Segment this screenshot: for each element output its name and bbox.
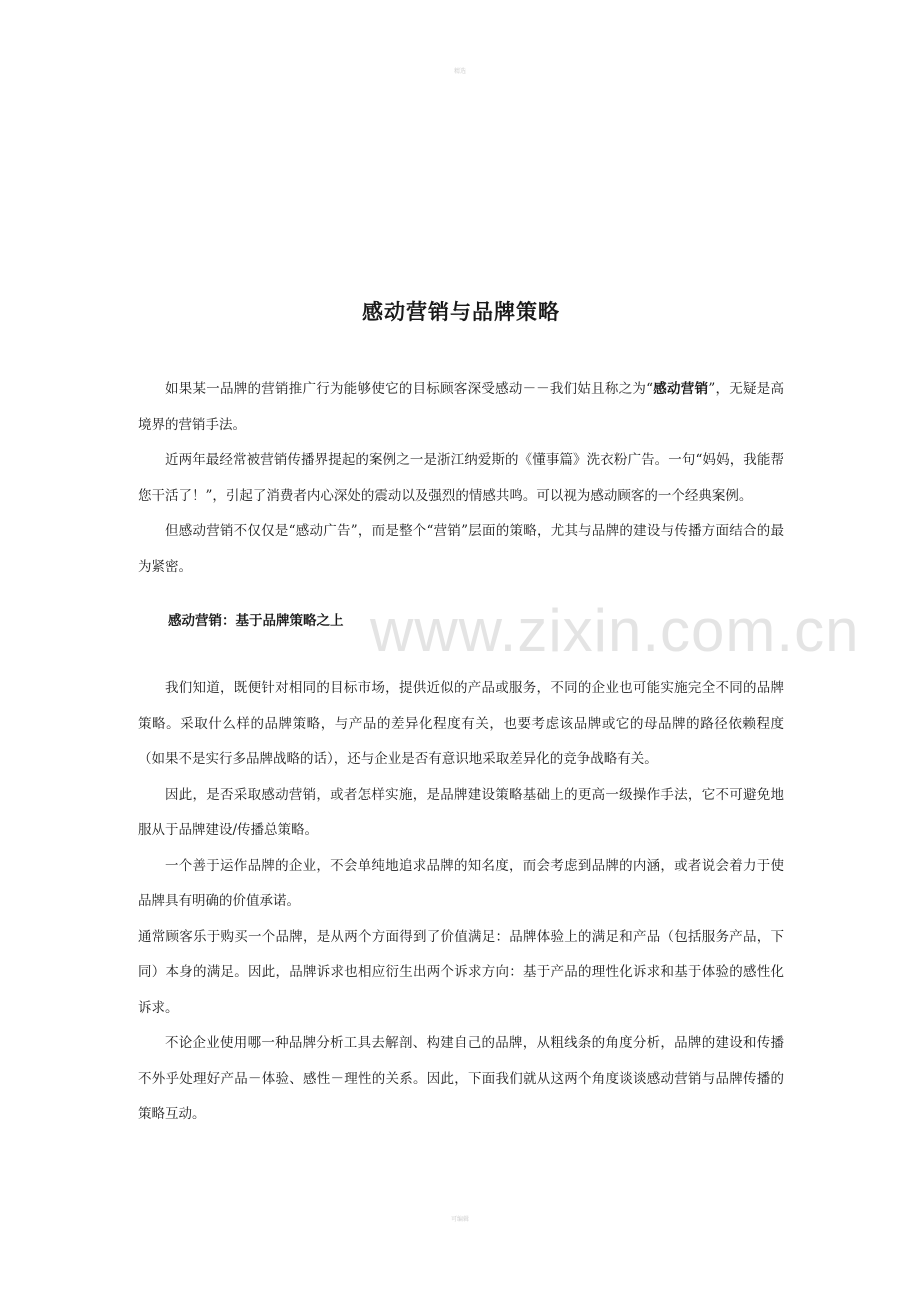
paragraph-4: 我们知道，既便针对相同的目标市场，提供近似的产品或服务，不同的企业也可能实施完全不同的品牌策略。采取什么样的品牌策略，与产品的差异化程度有关，也要考虑该品牌或它的母品牌的路径依赖程度（如果不是实行多品牌战略的话），还与企业是否有意识地采取差异化的竞争战略有关。: [138, 680, 784, 767]
watermark: www.zixin.com.cn: [370, 597, 860, 664]
paragraph-2: 近两年最经常被营销传播界提起的案例之一是浙江纳爱斯的《懂事篇》洗衣粉广告。一句“妈妈，我能帮您干活了！”，引起了消费者内心深处的震动以及强烈的情感共鸣。可以视为感动顾客的一个经典案例。: [138, 452, 784, 504]
paragraph-3: 但感动营销不仅仅是“感动广告”，而是整个“营销”层面的策略，尤其与品牌的建设与传播方面结合的最为紧密。: [138, 523, 784, 575]
page-footer-note: 可编辑: [450, 1216, 469, 1223]
paragraph-6: 一个善于运作品牌的企业，不会单纯地追求品牌的知名度，而会考虑到品牌的内涵，或者说会着力于使品牌具有明确的价值承诺。: [138, 857, 784, 909]
paragraph-1-bold-term: 感动营销: [653, 381, 709, 397]
paragraph-1-text-a: 如果某一品牌的营销推广行为能够使它的目标顾客深受感动－－我们姑且称之为“: [165, 381, 654, 397]
paragraph-7: 通常顾客乐于购买一个品牌，是从两个方面得到了价值满足：品牌体验上的满足和产品（包括服务产品，下同）本身的满足。因此，品牌诉求也相应衍生出两个诉求方向：基于产品的理性化诉求和基于体验的感性化诉求。: [138, 928, 784, 1016]
spacer: [138, 637, 784, 671]
document-body: [138, 296, 784, 1133]
page-header-note: 精选: [453, 68, 466, 75]
document-title: 感动营销与品牌策略: [362, 300, 560, 324]
paragraph-1: [138, 372, 784, 443]
paragraph-5: 因此，是否采取感动营销，或者怎样实施，是品牌建设策略基础上的更高一级操作手法，它不可避免地服从于品牌建设/传播总策略。: [138, 786, 784, 838]
paragraph-1-text-b: ”，无疑是高境界的营销手法。: [138, 381, 785, 433]
paragraph-8: 不论企业使用哪一种品牌分析工具去解剖、构建自己的品牌，从粗线条的角度分析，品牌的建设和传播不外乎处理好产品－体验、感性－理性的关系。因此，下面我们就从这两个角度谈谈感动营销与品牌传播的策略互动。: [138, 1035, 784, 1122]
section-heading: 感动营销：基于品牌策略之上: [168, 613, 344, 629]
